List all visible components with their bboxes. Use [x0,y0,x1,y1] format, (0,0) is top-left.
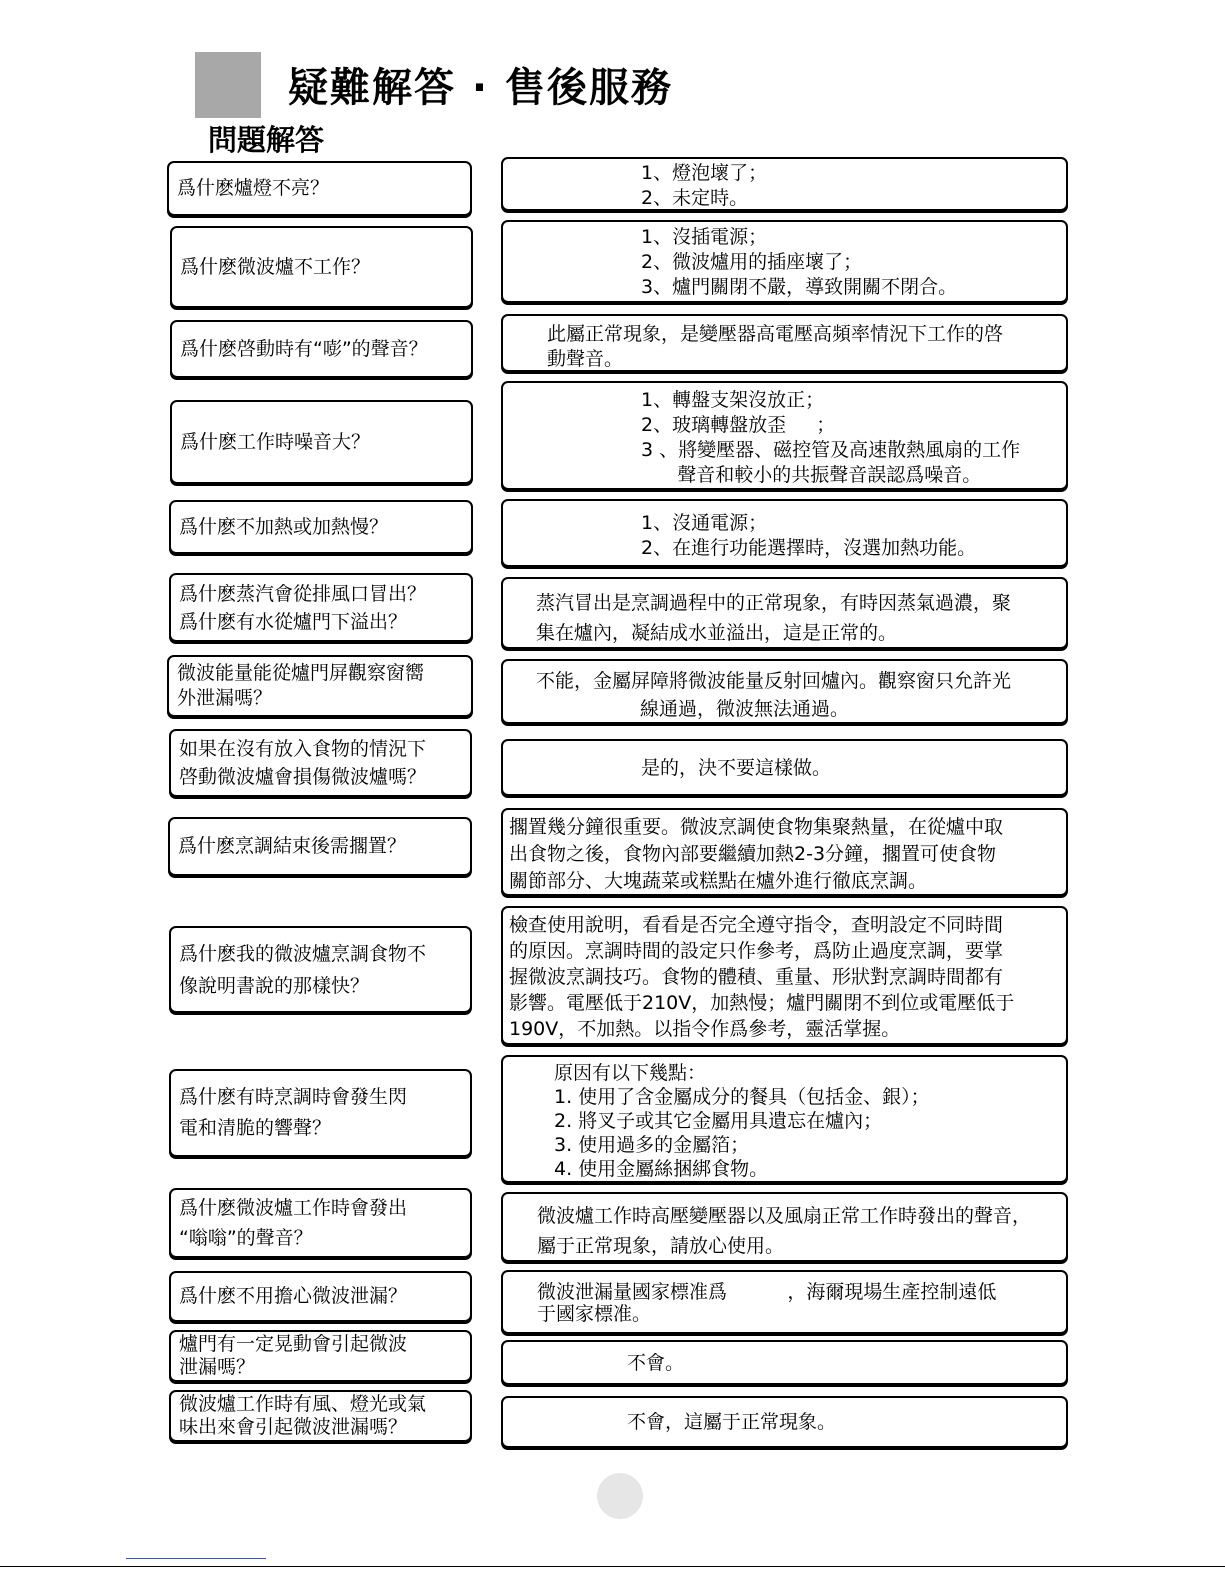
answer-line: 1、沒通電源； [641,512,768,534]
answer-line: 微波泄漏量國家標准爲 ，海爾現場生產控制遠低 [537,1281,997,1303]
question-text: 爲什麽工作時噪音大？ [180,430,371,453]
answer-line: 2. 將叉子或其它金屬用具遺忘在爐內； [554,1110,883,1132]
question-box [169,500,473,554]
question-text: 爲什麽啓動時有“嘭”的聲音？ [180,337,428,360]
answer-line: 的原因。烹調時間的設定只作參考，爲防止過度烹調，要掌 [509,940,1004,962]
answer-line: 是的，決不要這樣做。 [641,757,832,779]
question-box [169,1390,472,1442]
question-box [170,320,473,378]
question-box [169,1188,472,1258]
question-text: 爲什麽微波爐不工作？ [180,255,371,278]
question-box [169,1069,472,1157]
answer-line: 關節部分、大塊蔬菜或糕點在爐外進行徹底烹調。 [509,870,928,892]
answer-box [501,1192,1068,1262]
answer-box [501,1055,1068,1183]
answer-box [501,1270,1068,1334]
answer-box [501,906,1068,1045]
answer-box [501,220,1068,303]
answer-line: 1. 使用了含金屬成分的餐具（包括金、銀）； [554,1086,930,1108]
answer-line: 動聲音。 [547,348,624,370]
question-box [170,400,473,484]
answer-box [501,659,1068,724]
answer-line: 屬于正常現象，請放心使用。 [537,1235,785,1257]
question-box [169,729,472,797]
answer-line: 1、沒插電源； [641,226,768,248]
question-box [169,573,473,642]
answer-box [501,577,1068,649]
answer-line: 190V，不加熱。以指令作爲參考，靈活掌握。 [509,1018,901,1040]
answer-line: 3. 使用過多的金屬箔； [554,1134,750,1156]
question-text: 爲什麽微波爐工作時會發出 [179,1197,408,1219]
question-text: “嗡嗡”的聲音？ [179,1227,313,1249]
answer-line: 蒸汽冒出是烹調過程中的正常現象，有時因蒸氣過濃，聚 [536,592,1012,614]
question-text: 爲什麽我的微波爐烹調食物不 [179,942,427,965]
answer-line: 2、微波爐用的插座壞了； [641,251,863,273]
question-box [167,655,473,717]
question-text: 爲什麽有時烹調時會發生閃 [179,1086,408,1108]
question-text: 電和清脆的響聲？ [179,1117,332,1139]
question-text: 微波能量能從爐門屏觀察窗嚮 [177,662,425,684]
footer-rule [0,1566,1225,1567]
answer-box [501,1396,1068,1448]
answer-line: 此屬正常現象，是變壓器高電壓高頻率情況下工作的啓 [547,323,1004,345]
answer-line: 1、轉盤支架沒放正； [641,389,825,411]
header-gray-block [195,52,261,118]
answer-line: 握微波烹調技巧。食物的體積、重量、形狀對烹調時間都有 [509,966,1004,988]
answer-box [501,499,1068,567]
answer-line: 2、玻璃轉盤放歪 ； [641,414,836,436]
answer-line: 4. 使用金屬絲捆綁食物。 [554,1158,769,1180]
answer-line: 擱置幾分鐘很重要。微波烹調使食物集聚熱量，在從爐中取 [509,816,1004,838]
question-box [168,817,472,876]
answer-box [501,381,1068,490]
answer-line: 3、爐門關閉不嚴，導致開關不閉合。 [641,276,958,298]
answer-line: 出食物之後，食物內部要繼續加熱2-3分鐘，擱置可使食物 [509,843,997,865]
answer-box [501,739,1068,796]
section-title: 問題解答 [208,123,325,157]
answer-box [501,1340,1068,1385]
question-text: 爲什麽爐燈不亮？ [177,177,330,199]
question-text: 爲什麽蒸汽會從排風口冒出？ [179,582,427,605]
page-title: 疑難解答 · 售後服務 [288,65,674,111]
question-box [169,1271,472,1322]
answer-box [501,157,1068,211]
answer-line: 不會，這屬于正常現象。 [627,1411,837,1433]
question-box [169,1330,472,1382]
answer-box [501,314,1068,372]
answer-line: 不能，金屬屏障將微波能量反射回爐內。觀察窗只允許光 [536,670,1012,692]
question-text: 微波爐工作時有風、燈光或氣 [179,1393,427,1415]
answer-line: 檢查使用說明，看看是否完全遵守指令，查明設定不同時間 [509,914,1004,936]
answer-line: 線通過，微波無法通過。 [640,698,850,720]
question-box [167,161,472,216]
question-text: 爲什麽烹調結束後需擱置？ [178,835,407,857]
answer-line: 1、燈泡壞了； [641,162,768,184]
question-text: 啓動微波爐會損傷微波爐嗎？ [179,766,427,788]
question-text: 像說明書說的那樣快？ [179,974,370,997]
question-text: 泄漏嗎？ [179,1356,256,1378]
question-text: 爲什麽有水從爐門下溢出？ [179,610,408,633]
answer-line: 影響。電壓低于210V，加熱慢；爐門關閉不到位或電壓低于 [509,992,1015,1014]
answer-line: 不會。 [627,1352,685,1374]
answer-line: 于國家標准。 [537,1303,652,1325]
answer-line: 2、未定時。 [641,187,749,209]
question-text: 如果在沒有放入食物的情況下 [179,738,427,760]
answer-line: 聲音和較小的共振聲音誤認爲噪音。 [641,464,982,486]
question-text: 爲什麽不加熱或加熱慢？ [179,515,389,538]
answer-box [501,808,1068,896]
answer-line: 3 、將變壓器、磁控管及高速散熱風扇的工作 [641,439,1021,461]
answer-line: 集在爐內，凝結成水並溢出，這是正常的。 [536,622,898,644]
answer-line: 2、在進行功能選擇時，沒選加熱功能。 [641,537,977,559]
question-text: 爲什麽不用擔心微波泄漏？ [179,1285,408,1307]
question-box [170,226,473,308]
question-box [169,926,472,1013]
question-text: 爐門有一定晃動會引起微波 [179,1333,408,1355]
answer-line: 微波爐工作時高壓變壓器以及風扇正常工作時發出的聲音， [537,1205,1032,1227]
question-text: 味出來會引起微波泄漏嗎？ [179,1416,408,1438]
page-number-circle [597,1473,643,1519]
question-text: 外泄漏嗎？ [177,687,273,709]
footer-link-underline [126,1558,266,1559]
answer-line: 原因有以下幾點： [554,1062,707,1084]
